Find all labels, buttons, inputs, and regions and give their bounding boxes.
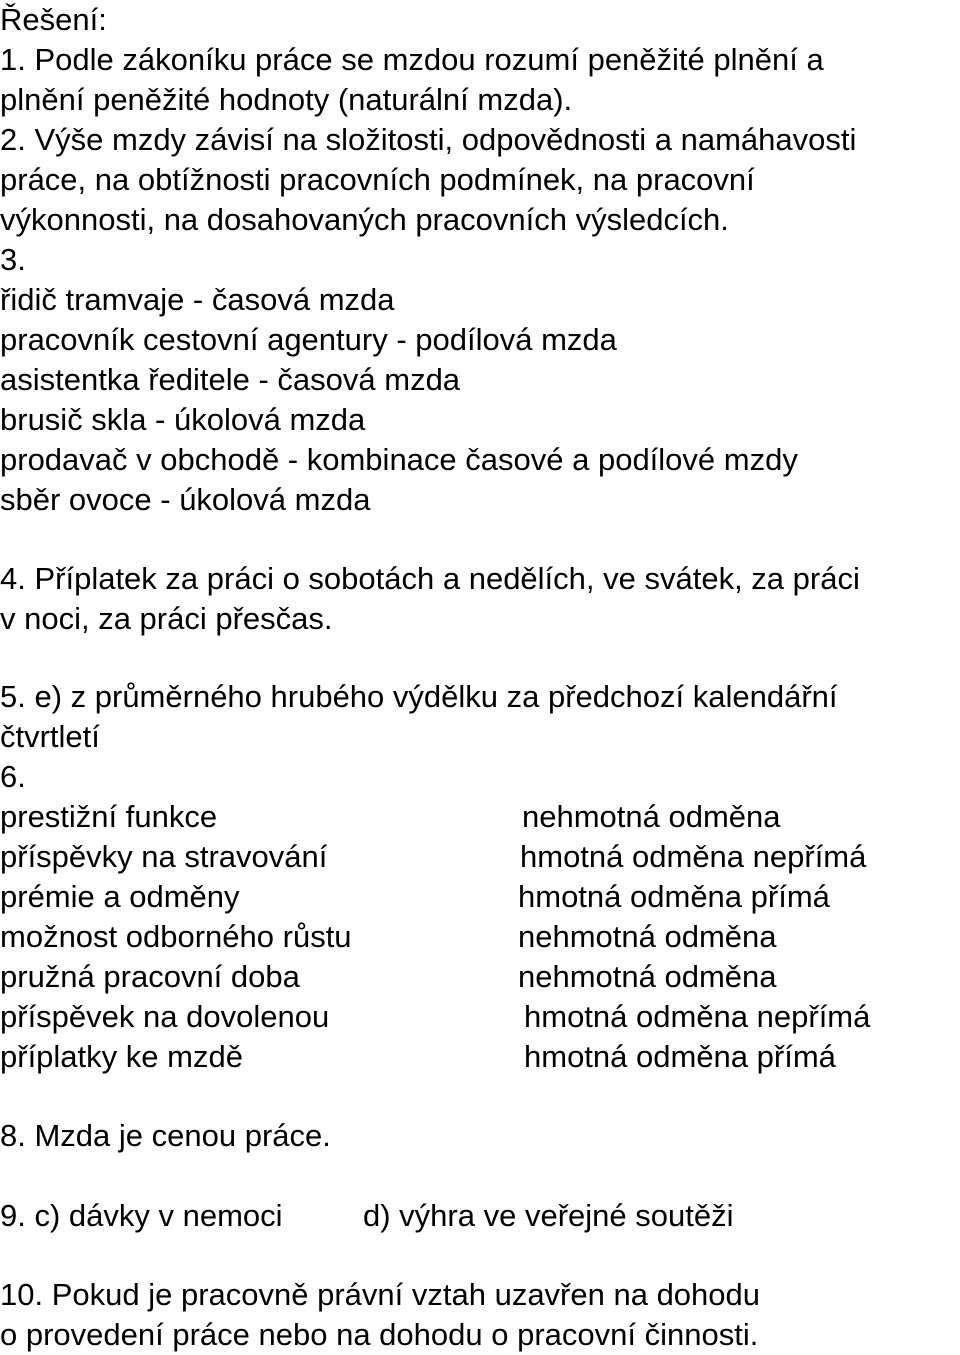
answer-6-row <box>0 999 871 1035</box>
answer-6-row <box>0 1039 836 1075</box>
reward-type: hmotná odměna nepřímá <box>520 839 867 874</box>
heading: Řešení: <box>0 2 107 37</box>
reward-type: nehmotná odměna <box>522 799 781 834</box>
answer-6-row <box>0 879 830 915</box>
reward-item: možnost odborného růstu <box>0 919 352 954</box>
answer-2-line-1: 2. Výše mzdy závisí na složitosti, odpovědnosti a namáhavosti <box>0 122 857 157</box>
answer-3-item: řidič tramvaje - časová mzda <box>0 282 395 317</box>
answer-3-item: brusič skla - úkolová mzda <box>0 402 366 437</box>
reward-item: příspěvek na dovolenou <box>0 999 330 1034</box>
answer-3-item: sběr ovoce - úkolová mzda <box>0 482 371 517</box>
answer-9-part-1: 9. c) dávky v nemoci <box>0 1198 283 1233</box>
answer-6-number: 6. <box>0 759 26 794</box>
answer-5-line-1: 5. e) z průměrného hrubého výdělku za předchozí kalendářní <box>0 679 838 714</box>
reward-type: hmotná odměna nepřímá <box>524 999 871 1034</box>
answer-1-line-1: 1. Podle zákoníku práce se mzdou rozumí peněžité plnění a <box>0 42 824 77</box>
answer-6-row <box>0 839 867 875</box>
answer-8: 8. Mzda je cenou práce. <box>0 1118 331 1153</box>
answer-10-line-1: 10. Pokud je pracovně právní vztah uzavřen na dohodu <box>0 1277 761 1312</box>
reward-type: hmotná odměna přímá <box>518 879 830 914</box>
answer-9 <box>0 1198 734 1234</box>
answer-5-line-2: čtvrtletí <box>0 719 100 754</box>
reward-item: příspěvky na stravování <box>0 839 328 874</box>
reward-item: pružná pracovní doba <box>0 959 300 994</box>
answer-6-row <box>0 919 777 955</box>
answer-4-line-1: 4. Příplatek za práci o sobotách a nedělích, ve svátek, za práci <box>0 561 860 596</box>
reward-item: prémie a odměny <box>0 879 240 914</box>
answer-3-item: prodavač v obchodě - kombinace časové a podílové mzdy <box>0 442 798 477</box>
reward-type: nehmotná odměna <box>518 959 777 994</box>
answer-3-item: asistentka ředitele - časová mzda <box>0 362 461 397</box>
answer-1-line-2: plnění peněžité hodnoty (naturální mzda). <box>0 82 573 117</box>
answer-6-row <box>0 959 777 995</box>
answer-3-number: 3. <box>0 242 26 277</box>
reward-type: hmotná odměna přímá <box>524 1039 836 1074</box>
answer-2-line-3: výkonnosti, na dosahovaných pracovních výsledcích. <box>0 202 729 237</box>
reward-item: příplatky ke mzdě <box>0 1039 243 1074</box>
answer-2-line-2: práce, na obtížnosti pracovních podmínek, na pracovní <box>0 162 755 197</box>
answer-9-part-2: d) výhra ve veřejné soutěži <box>363 1198 734 1233</box>
reward-type: nehmotná odměna <box>518 919 777 954</box>
answer-3-item: pracovník cestovní agentury - podílová mzda <box>0 322 617 357</box>
answer-4-line-2: v noci, za práci přesčas. <box>0 601 333 636</box>
answer-10-line-2: o provedení práce nebo na dohodu o pracovní činnosti. <box>0 1317 759 1352</box>
reward-item: prestižní funkce <box>0 799 218 834</box>
answer-6-row <box>0 799 781 835</box>
